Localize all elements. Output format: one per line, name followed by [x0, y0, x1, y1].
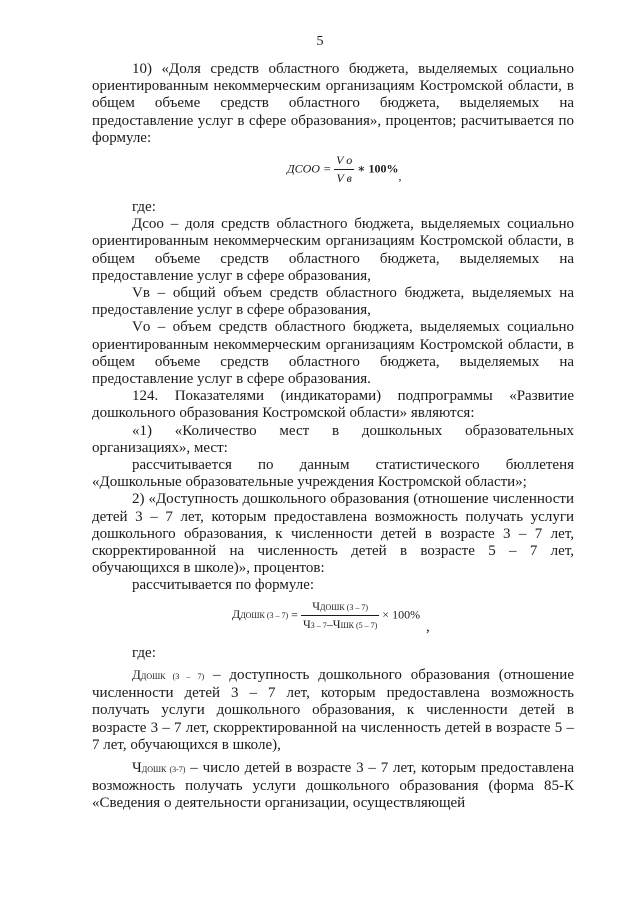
formula-dostupnost-lhs-sub: ДОШК (3 – 7)	[240, 610, 289, 620]
formula-dsoo-numerator: V о	[334, 153, 354, 170]
formula-dostupnost-num-sub: ДОШК (3 – 7)	[320, 602, 368, 612]
formula-dostupnost-lhs-main: Д	[232, 606, 241, 621]
where-label-1: где:	[132, 199, 156, 216]
formula-dostupnost-fraction	[301, 599, 379, 632]
formula-dostupnost-lhs	[232, 607, 288, 621]
formula-dostupnost-num-main: Ч	[312, 598, 321, 613]
definition-ch-dosh	[92, 760, 574, 813]
formula-dostupnost-den-minus: –	[326, 616, 333, 631]
paragraph-item-124: 124. Показателями (индикаторами) подпрограммы «Развитие дошкольного образования Костромской области» являются:	[92, 388, 574, 422]
formula-dostupnost-den-b-sub: ШК (5 – 7)	[340, 620, 378, 630]
formula-dsoo-comma: ,	[398, 169, 402, 184]
formula-dsoo-denominator: V в	[336, 171, 352, 186]
formula-dsoo-lhs: ДСОО	[287, 161, 320, 176]
formula-dostupnost-den-b-main: Ч	[332, 616, 341, 631]
definition-d-dosh-text: – доступность дошкольного образования (отношение численности детей 3 – 7 лет, которым предоставлена возможность получать услуги дошкольного образования, к численности детей в возрасте 3 – 7 лет, скорректированной на численность детей в возрасте 5 – 7 лет, обучающихся в школе),	[92, 666, 574, 753]
indicator-1: «1) «Количество мест в дошкольных образовательных организациях», мест:	[92, 422, 574, 456]
formula-dsoo-expression	[287, 153, 402, 186]
definition-dsoo-text: – доля средств областного бюджета, выделяемых социально ориентированным некоммерческим организациям Костромской области, в общем объеме средств областного бюджета, выделяемых на предоставление услуг в сфере образования,	[92, 216, 574, 284]
indicator-2-calculation: рассчитывается по формуле:	[132, 577, 315, 594]
formula-dostupnost-expression	[232, 599, 420, 632]
definition-ch-dosh-sub: ДОШК (3-7)	[141, 764, 186, 774]
document-body	[92, 61, 574, 813]
paragraph-item-10: 10) «Доля средств областного бюджета, выделяемых социально ориентированным некоммерческим организациям Костромской области, в общем объеме средств областного бюджета, выделяемых на предоставление услуг в сфере образования», процентов; расчитывается по формуле:	[92, 61, 574, 146]
indicator-2: 2) «Доступность дошкольного образования (отношение численности детей 3 – 7 лет, которым предоставлена возможность получать услуги дошкольного образования, к численности детей в возрасте 3 – 7 лет, скорректированной на численность детей в возрасте 5 – 7 лет, обучающихся в школе)», процентов:	[92, 491, 574, 577]
definition-d-dosh	[92, 666, 574, 754]
definition-dsoo-symbol: Дсоо	[132, 216, 164, 233]
formula-dsoo-multiplier: ∗ 100%	[357, 161, 399, 176]
formula-dostupnost-denominator	[301, 616, 379, 632]
definition-dsoo	[92, 216, 574, 285]
formula-dsoo-equals: =	[322, 161, 332, 176]
indicator-1-calculation: рассчитывается по данным статистического бюллетеня «Дошкольные образовательные учреждения Костромской области»;	[92, 457, 574, 491]
formula-dostupnost-equals: =	[291, 606, 298, 621]
formula-dostupnost-multiplier: × 100%	[382, 606, 421, 621]
formula-dostupnost-numerator	[301, 599, 379, 616]
definition-d-dosh-sub: ДОШК (3 – 7)	[140, 671, 205, 681]
formula-dsoo-fraction	[334, 153, 354, 186]
formula-dostupnost-comma: ,	[426, 618, 430, 635]
formula-dostupnost	[92, 595, 574, 645]
definition-d-dosh-symbol	[132, 667, 204, 682]
page-number: 5	[316, 34, 324, 49]
formula-dostupnost-den-a-main: Ч	[302, 616, 311, 631]
where-label-2: где:	[132, 644, 156, 661]
formula-dsoo	[92, 147, 574, 199]
definition-ch-dosh-text: – число детей в возрасте 3 – 7 лет, которым предоставлена возможность получать услуги дошкольного образования (форма 85-К «Сведения о деятельности организации, осуществляющей	[92, 759, 574, 812]
definition-ch-dosh-main: Ч	[132, 759, 142, 776]
definition-d-dosh-main: Д	[132, 666, 141, 682]
formula-dostupnost-den-a-sub: 3 – 7	[310, 620, 327, 630]
definition-vv: Vв – общий объем средств областного бюджета, выделяемых на предоставление услуг в сфере образования,	[92, 285, 574, 319]
definition-ch-dosh-symbol	[132, 760, 185, 776]
definition-vo: Vо – объем средств областного бюджета, выделяемых социально ориентированным некоммерческим организациям Костромской области, в общем объеме средств областного бюджета, выделяемых на предоставление услуг в сфере образования.	[92, 319, 574, 388]
